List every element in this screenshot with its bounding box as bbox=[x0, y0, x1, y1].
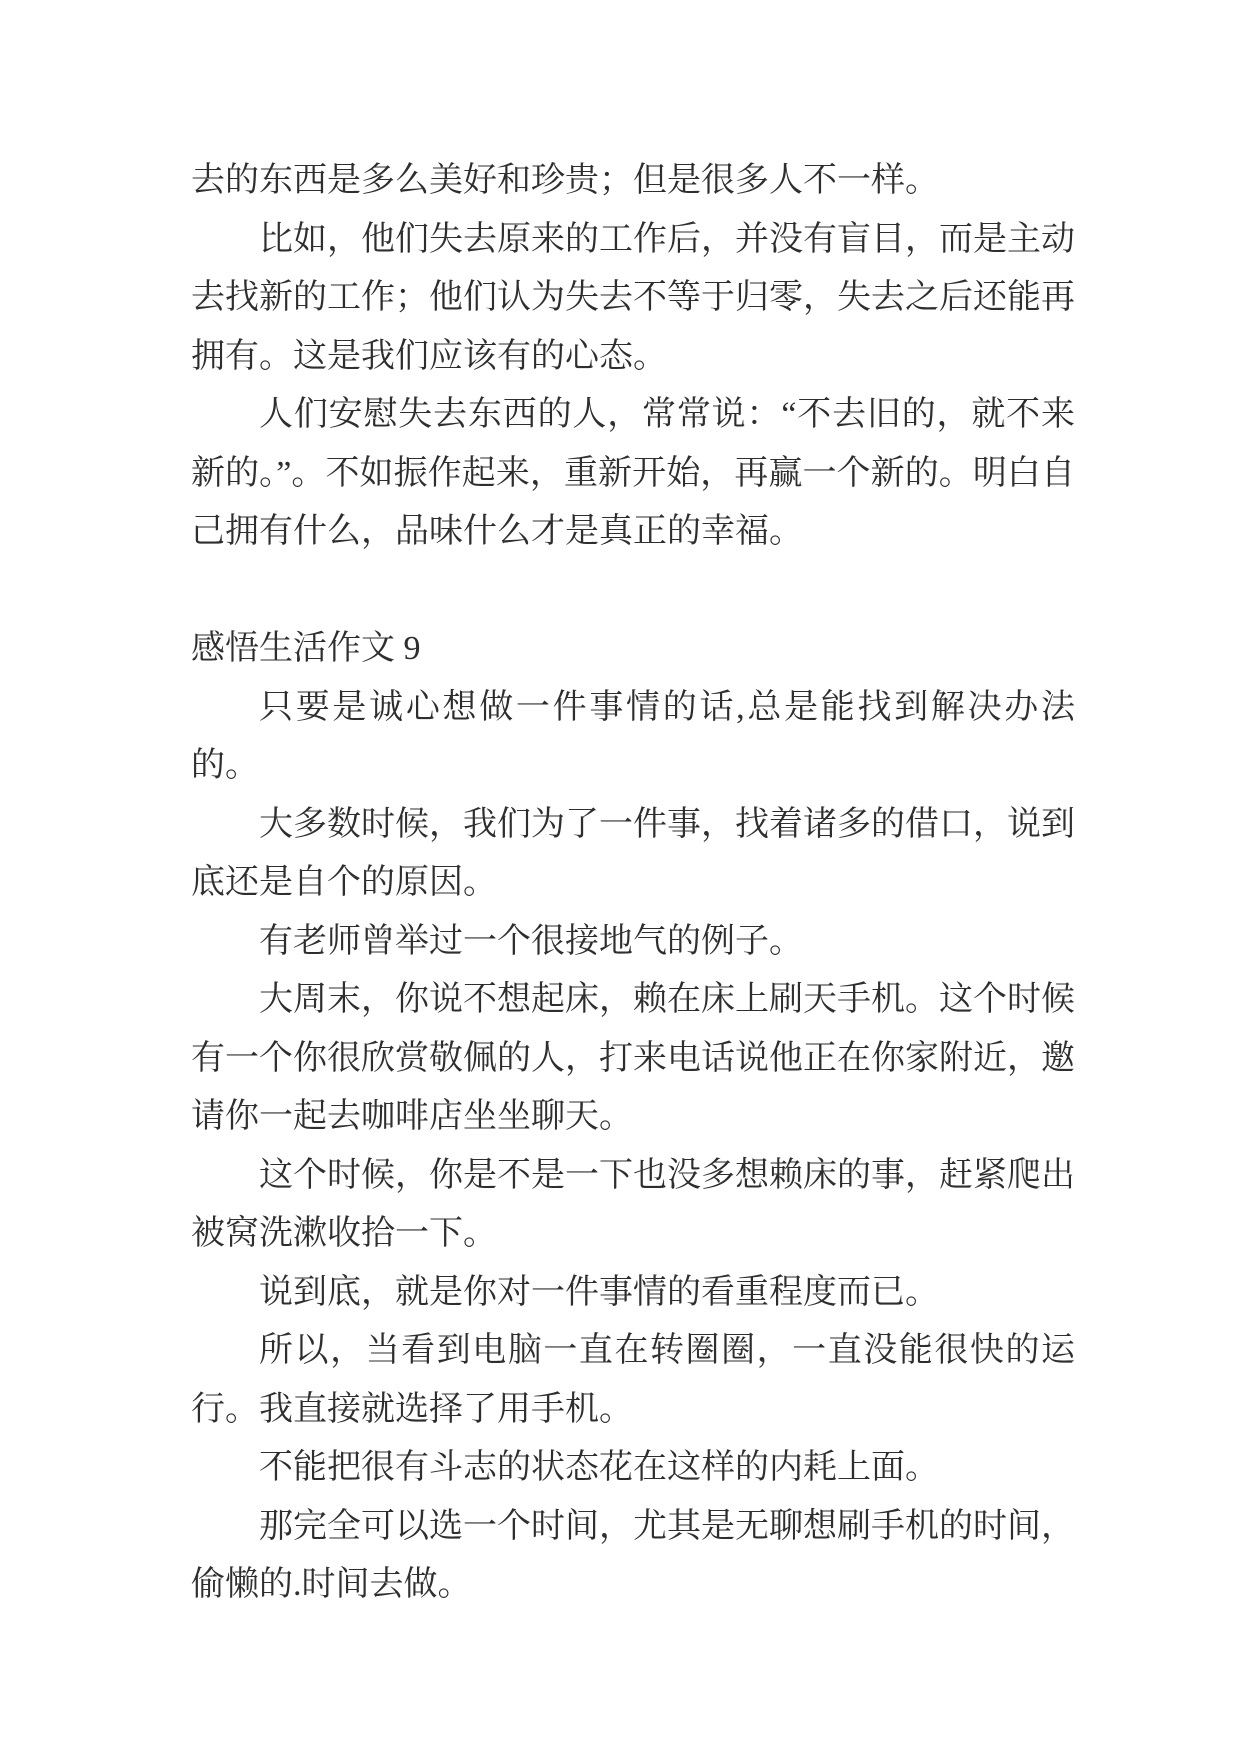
paragraph: 人们安慰失去东西的人，常常说：“不去旧的，就不来新的。”。不如振作起来，重新开始，再赢一个新的。明白自己拥有什么，品味什么才是真正的幸福。 bbox=[191, 396, 1075, 550]
section-heading: 感悟生活作文 9 bbox=[191, 630, 421, 667]
paragraph: 大周末，你说不想起床，赖在床上刷天手机。这个时候有一个你很欣赏敬佩的人，打来电话说他正在你家附近，邀请你一起去咖啡店坐坐聊天。 bbox=[191, 981, 1075, 1135]
paragraph: 这个时候，你是不是一下也没多想赖床的事，赶紧爬出被窝洗漱收拾一下。 bbox=[191, 1156, 1075, 1252]
paragraph: 说到底，就是你对一件事情的看重程度而已。 bbox=[259, 1273, 939, 1311]
paragraph: 所以，当看到电脑一直在转圈圈，一直没能很快的运行。我直接就选择了用手机。 bbox=[191, 1332, 1075, 1428]
paragraph: 不能把很有斗志的状态花在这样的内耗上面。 bbox=[259, 1449, 939, 1486]
paragraph: 比如，他们失去原来的工作后，并没有盲目，而是主动去找新的工作；他们认为失去不等于归零，失去之后还能再拥有。这是我们应该有的心态。 bbox=[191, 220, 1075, 375]
paragraph: 那完全可以选一个时间，尤其是无聊想刷手机的时间，偷懒的.时间去做。 bbox=[191, 1507, 1075, 1603]
paragraph-continuation: 去的东西是多么美好和珍贵；但是很多人不一样。 bbox=[191, 162, 939, 199]
paragraph: 只要是诚心想做一件事情的话,总是能找到解决办法的。 bbox=[191, 688, 1075, 784]
paragraph: 有老师曾举过一个很接地气的例子。 bbox=[259, 922, 803, 960]
paragraph: 大多数时候，我们为了一件事，找着诸多的借口，说到底还是自个的原因。 bbox=[191, 805, 1075, 901]
text-column bbox=[191, 152, 1075, 1615]
